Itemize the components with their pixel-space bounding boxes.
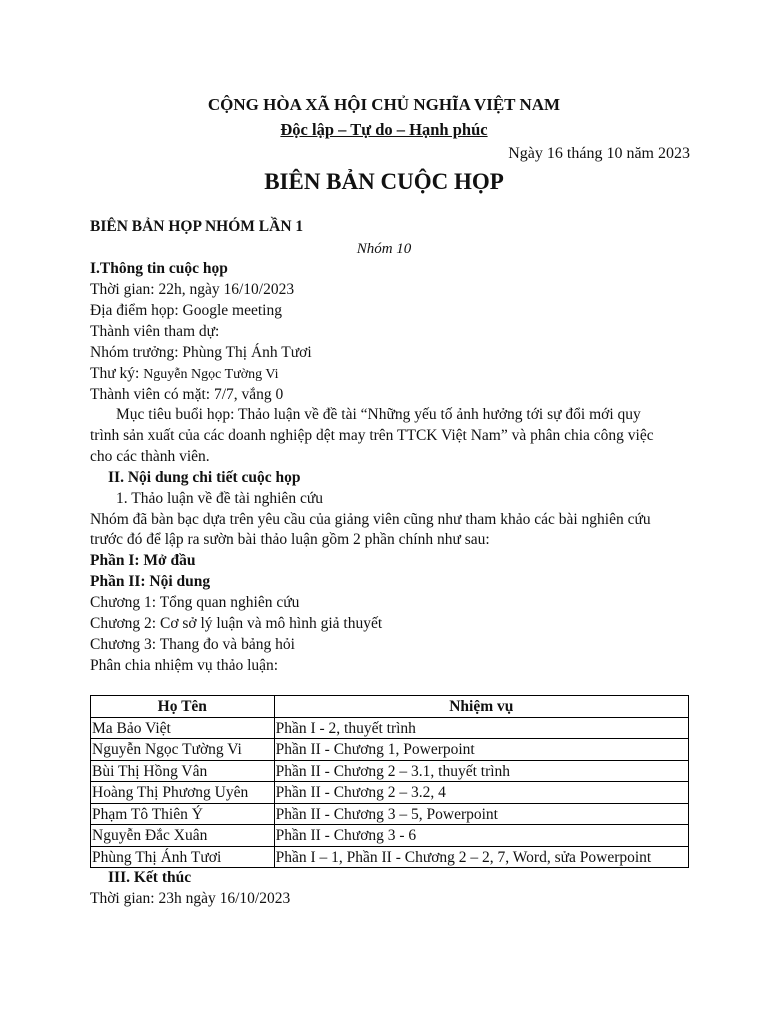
document-title: BIÊN BẢN CUỘC HỌP <box>264 169 504 194</box>
member-task-cell: Phần I – 1, Phần II - Chương 2 – 2, 7, Word, sửa Powerpoint <box>274 846 688 868</box>
objective-line-2: trình sản xuất của các doanh nghiệp dệt may trên TTCK Việt Nam” và phân chia công việc <box>90 427 654 444</box>
member-name-cell: Phạm Tô Thiên Ý <box>91 803 275 825</box>
group-name: Nhóm 10 <box>356 241 412 257</box>
outline-part-1: Phần I: Mở đầu <box>90 552 196 569</box>
member-task-cell: Phần II - Chương 2 – 3.2, 4 <box>274 782 688 804</box>
table-row <box>91 760 689 782</box>
member-task-cell: Phần I - 2, thuyết trình <box>274 717 688 739</box>
discussion-paragraph-line-1: Nhóm đã bàn bạc dựa trên yêu cầu của giảng viên cũng như tham khảo các bài nghiên cứu <box>90 511 651 528</box>
table-header-row <box>91 696 689 718</box>
nation-header: CỘNG HÒA XÃ HỘI CHỦ NGHĨA VIỆT NAM <box>207 95 561 114</box>
member-task-cell: Phần II - Chương 3 – 5, Powerpoint <box>274 803 688 825</box>
outline-chapter-1: Chương 1: Tổng quan nghiên cứu <box>90 594 300 611</box>
member-task-cell: Phần II - Chương 3 - 6 <box>274 825 688 847</box>
secretary <box>90 364 279 385</box>
objective-line-3: cho các thành viên. <box>90 448 210 465</box>
document-date: Ngày 16 tháng 10 năm 2023 <box>508 145 690 162</box>
section-3-heading: III. Kết thúc <box>108 869 192 886</box>
group-leader: Nhóm trưởng: Phùng Thị Ánh Tươi <box>90 344 312 361</box>
member-name-cell: Ma Bảo Việt <box>91 717 275 739</box>
meeting-time: Thời gian: 22h, ngày 16/10/2023 <box>90 281 295 298</box>
member-name-cell: Hoàng Thị Phương Uyên <box>91 782 275 804</box>
table-row <box>91 782 689 804</box>
outline-chapter-2: Chương 2: Cơ sở lý luận và mô hình giả thuyết <box>90 615 383 632</box>
table-row <box>91 803 689 825</box>
discussion-paragraph-line-2: trước đó để lập ra sườn bài thảo luận gồm 2 phần chính như sau: <box>90 531 490 548</box>
member-name-cell: Nguyễn Ngọc Tường Vi <box>91 739 275 761</box>
section-1-heading: I.Thông tin cuộc họp <box>90 260 228 277</box>
member-name-cell: Bùi Thị Hồng Vân <box>91 760 275 782</box>
meeting-subtitle: BIÊN BẢN HỌP NHÓM LẦN 1 <box>90 218 304 235</box>
meeting-place: Địa điểm họp: Google meeting <box>90 302 282 319</box>
column-header-task: Nhiệm vụ <box>274 696 688 718</box>
objective-line-1: Mục tiêu buổi họp: Thảo luận về đề tài “Những yếu tố ảnh hưởng tới sự đổi mới quy <box>116 406 641 423</box>
member-presence: Thành viên có mặt: 7/7, vắng 0 <box>90 386 284 403</box>
member-name-cell: Phùng Thị Ánh Tươi <box>91 846 275 868</box>
national-motto: Độc lập – Tự do – Hạnh phúc <box>280 120 488 139</box>
section-2-heading: II. Nội dung chi tiết cuộc họp <box>108 469 301 486</box>
assignment-intro: Phân chia nhiệm vụ thảo luận: <box>90 657 279 674</box>
member-task-cell: Phần II - Chương 1, Powerpoint <box>274 739 688 761</box>
secretary-label: Thư ký: <box>90 365 144 382</box>
column-header-name: Họ Tên <box>91 696 275 718</box>
member-task-cell: Phần II - Chương 2 – 3.1, thuyết trình <box>274 760 688 782</box>
task-assignment-table <box>90 695 689 868</box>
table-row <box>91 846 689 868</box>
table-row <box>91 739 689 761</box>
secretary-name: Nguyễn Ngọc Tường Vi <box>143 367 279 382</box>
table-row <box>91 717 689 739</box>
member-name-cell: Nguyễn Đắc Xuân <box>91 825 275 847</box>
table-row <box>91 825 689 847</box>
end-time: Thời gian: 23h ngày 16/10/2023 <box>90 890 291 907</box>
attendees-label: Thành viên tham dự: <box>90 323 220 340</box>
outline-part-2: Phần II: Nội dung <box>90 573 211 590</box>
discussion-item-1: 1. Thảo luận về đề tài nghiên cứu <box>116 490 323 507</box>
outline-chapter-3: Chương 3: Thang đo và bảng hỏi <box>90 636 295 653</box>
